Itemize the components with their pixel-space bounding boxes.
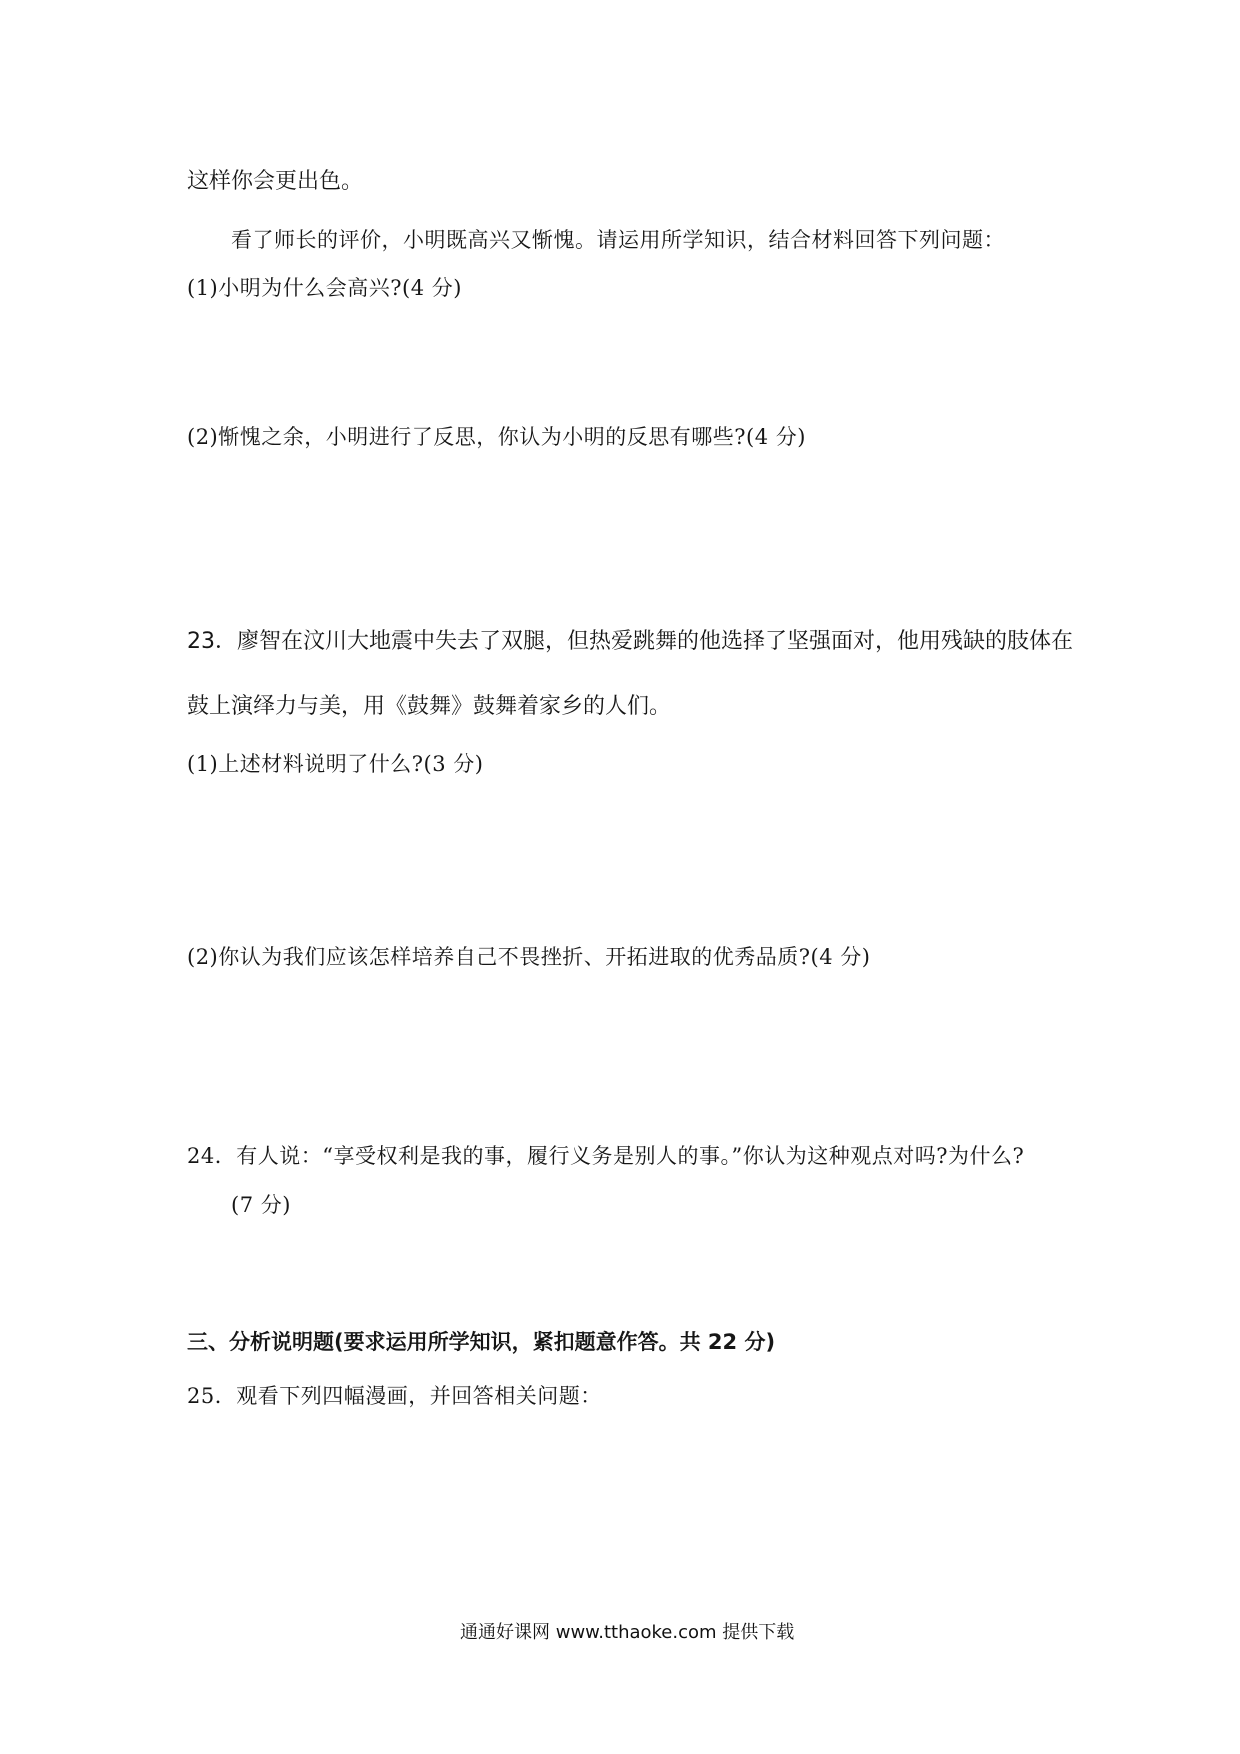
question-23-stem-line-1: 23．廖智在汶川大地震中失去了双腿，但热爱跳舞的他选择了坚强面对，他用残缺的肢体在 bbox=[187, 629, 1073, 654]
section-three-heading: 三、分析说明题(要求运用所学知识，紧扣题意作答。共 22 分) bbox=[187, 1330, 776, 1354]
question-23-part-2: (2)你认为我们应该怎样培养自己不畏挫折、开拓进取的优秀品质?(4 分) bbox=[187, 945, 871, 969]
question-25-stem: 25．观看下列四幅漫画，并回答相关问题： bbox=[187, 1384, 602, 1408]
question-23-part-1: (1)上述材料说明了什么?(3 分) bbox=[187, 752, 484, 776]
question-23-stem-line-2: 鼓上演绎力与美，用《鼓舞》鼓舞着家乡的人们。 bbox=[187, 694, 672, 719]
paragraph-continuation: 这样你会更出色。 bbox=[187, 169, 364, 194]
question-24-points: (7 分) bbox=[231, 1193, 291, 1217]
question-22-part-2: (2)惭愧之余，小明进行了反思，你认为小明的反思有哪些?(4 分) bbox=[187, 425, 806, 449]
instruction-text: 看了师长的评价，小明既高兴又惭愧。请运用所学知识，结合材料回答下列问题： bbox=[231, 228, 1005, 252]
question-22-part-1: (1)小明为什么会高兴?(4 分) bbox=[187, 276, 462, 300]
page-footer: 通通好课网 www.tthaoke.com 提供下载 bbox=[460, 1622, 795, 1643]
question-24-stem: 24．有人说：“享受权利是我的事，履行义务是别人的事。”你认为这种观点对吗?为什么? bbox=[187, 1144, 1025, 1168]
